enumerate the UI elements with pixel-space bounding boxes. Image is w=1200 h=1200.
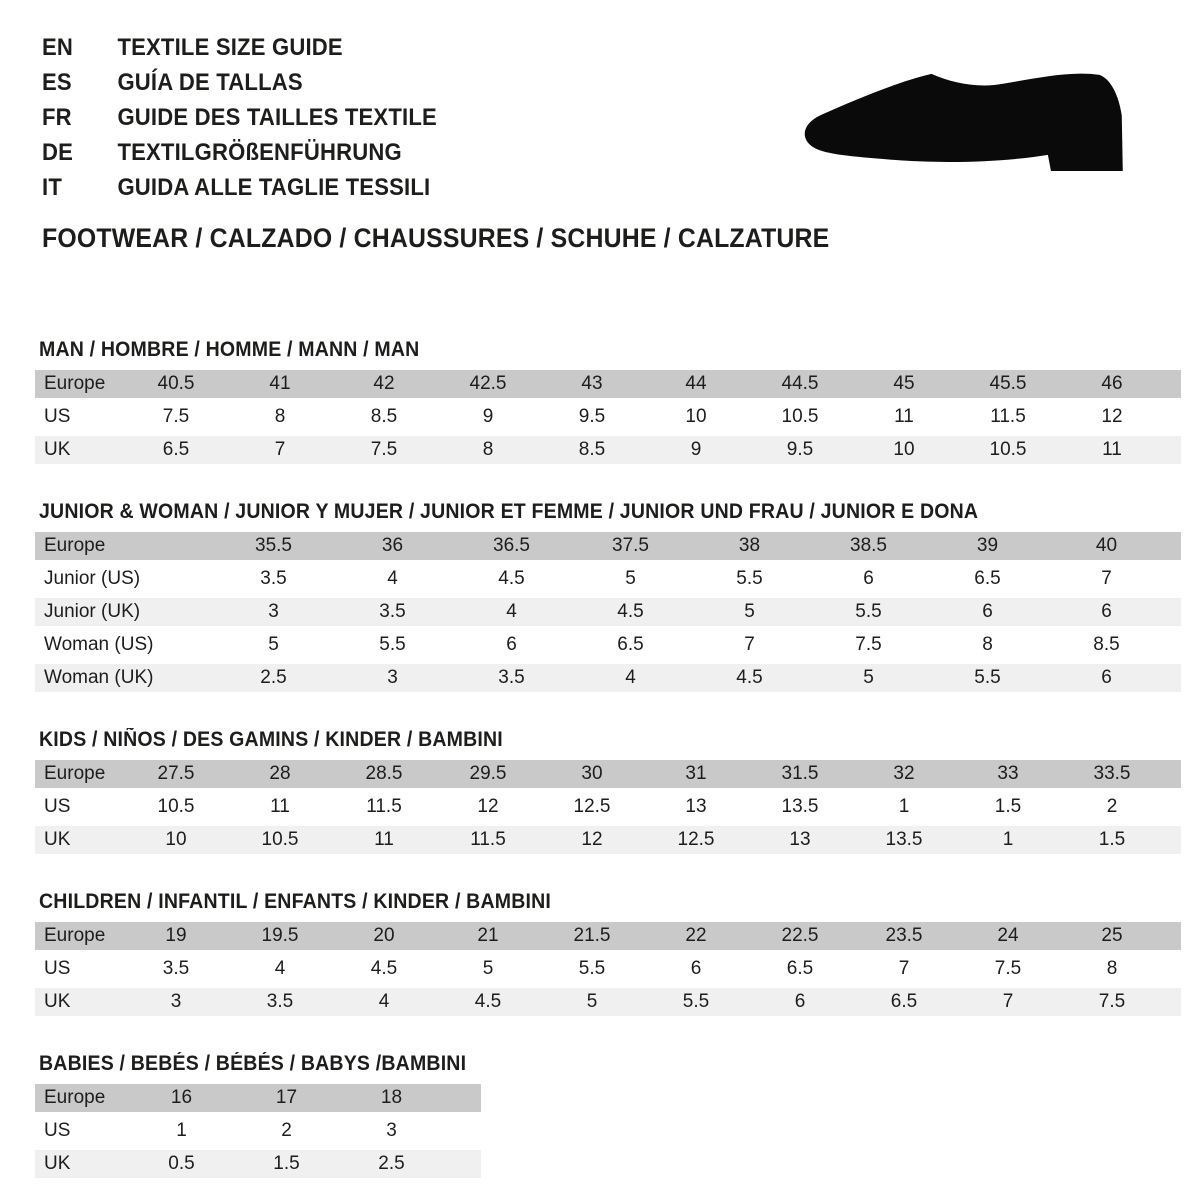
- size-cell: 2: [1060, 793, 1164, 821]
- size-cell: 4: [452, 598, 571, 626]
- size-cell: 1: [129, 1117, 234, 1145]
- guide-title-fr: GUIDE DES TAILLES TEXTILE: [117, 104, 437, 131]
- size-cell: 7: [852, 955, 956, 983]
- row-filler: [1164, 922, 1181, 950]
- size-cell: 6.5: [852, 988, 956, 1016]
- size-cell: 7: [228, 436, 332, 464]
- section-junior-woman: [35, 500, 1181, 697]
- row-label: Europe: [35, 760, 124, 788]
- size-cell: 9.5: [540, 403, 644, 431]
- size-cell: 6.5: [124, 436, 228, 464]
- size-cell: 5.5: [644, 988, 748, 1016]
- size-cell: 8: [1060, 955, 1164, 983]
- table-row: [35, 403, 1181, 431]
- row-filler: [444, 1150, 481, 1178]
- language-title-list: [42, 30, 437, 205]
- kids-size-table: [35, 755, 1181, 859]
- section-title-man: MAN / HOMBRE / HOMME / MANN / MAN: [39, 338, 420, 361]
- size-cell: 6: [452, 631, 571, 659]
- size-cell: 25: [1060, 922, 1164, 950]
- size-cell: 27.5: [124, 760, 228, 788]
- size-cell: 40.5: [124, 370, 228, 398]
- language-code: IT: [42, 174, 62, 201]
- size-cell: 7.5: [124, 403, 228, 431]
- size-cell: 4: [571, 664, 690, 692]
- row-filler: [1166, 565, 1181, 593]
- size-cell: 44.5: [748, 370, 852, 398]
- size-cell: 21: [436, 922, 540, 950]
- language-code: EN: [42, 34, 74, 61]
- guide-title-it: GUIDA ALLE TAGLIE TESSILI: [117, 174, 431, 201]
- size-cell: 7: [1047, 565, 1166, 593]
- size-cell: 5.5: [809, 598, 928, 626]
- size-cell: 11.5: [436, 826, 540, 854]
- junior-woman-size-table: [35, 527, 1181, 697]
- size-cell: 6.5: [928, 565, 1047, 593]
- row-label: UK: [35, 1150, 129, 1178]
- size-cell: 38.5: [809, 532, 928, 560]
- size-cell: 19.5: [228, 922, 332, 950]
- size-cell: 4.5: [690, 664, 809, 692]
- row-label: UK: [35, 436, 124, 464]
- size-cell: 5: [809, 664, 928, 692]
- language-row-de: [42, 135, 437, 170]
- size-cell: 5: [214, 631, 333, 659]
- size-cell: 23.5: [852, 922, 956, 950]
- size-cell: 10.5: [228, 826, 332, 854]
- babies-size-table: [35, 1079, 481, 1183]
- size-cell: 30: [540, 760, 644, 788]
- size-cell: 10.5: [748, 403, 852, 431]
- table-row: [35, 1084, 481, 1112]
- size-cell: 10: [124, 826, 228, 854]
- size-cell: 35.5: [214, 532, 333, 560]
- size-cell: 5: [540, 988, 644, 1016]
- size-cell: 10: [852, 436, 956, 464]
- size-cell: 3: [124, 988, 228, 1016]
- size-cell: 7.5: [956, 955, 1060, 983]
- row-label: US: [35, 403, 124, 431]
- row-label: US: [35, 793, 124, 821]
- size-cell: 13.5: [852, 826, 956, 854]
- language-row-en: [42, 30, 437, 65]
- size-cell: 1: [956, 826, 1060, 854]
- size-cell: 4: [333, 565, 452, 593]
- row-filler: [444, 1084, 481, 1112]
- size-cell: 3: [214, 598, 333, 626]
- size-cell: 3.5: [228, 988, 332, 1016]
- table-row: [35, 1150, 481, 1178]
- size-cell: 38: [690, 532, 809, 560]
- section-kids: [35, 728, 1181, 859]
- table-row: [35, 598, 1181, 626]
- language-row-fr: [42, 100, 437, 135]
- size-cell: 11: [1060, 436, 1164, 464]
- size-cell: 4.5: [571, 598, 690, 626]
- table-row: [35, 370, 1181, 398]
- size-cell: 19: [124, 922, 228, 950]
- size-cell: 11: [852, 403, 956, 431]
- size-cell: 44: [644, 370, 748, 398]
- row-label: US: [35, 1117, 129, 1145]
- size-cell: 37.5: [571, 532, 690, 560]
- row-filler: [444, 1117, 481, 1145]
- size-cell: 9.5: [748, 436, 852, 464]
- size-cell: 8.5: [1047, 631, 1166, 659]
- size-cell: 6.5: [571, 631, 690, 659]
- row-filler: [1166, 532, 1181, 560]
- table-row: [35, 760, 1181, 788]
- table-row: [35, 955, 1181, 983]
- size-cell: 6: [644, 955, 748, 983]
- size-cell: 7: [956, 988, 1060, 1016]
- size-cell: 3.5: [124, 955, 228, 983]
- size-cell: 41: [228, 370, 332, 398]
- size-cell: 12.5: [644, 826, 748, 854]
- row-label: Europe: [35, 532, 214, 560]
- size-cell: 2.5: [339, 1150, 444, 1178]
- size-cell: 5.5: [540, 955, 644, 983]
- section-children: [35, 890, 1181, 1021]
- size-cell: 42: [332, 370, 436, 398]
- size-cell: 3.5: [333, 598, 452, 626]
- row-filler: [1166, 598, 1181, 626]
- section-title-junior-woman: JUNIOR & WOMAN / JUNIOR Y MUJER / JUNIOR ET FEMME / JUNIOR UND FRAU / JUNIOR E DONA: [39, 500, 979, 523]
- size-cell: 40: [1047, 532, 1166, 560]
- size-cell: 46: [1060, 370, 1164, 398]
- size-cell: 6: [748, 988, 852, 1016]
- size-cell: 21.5: [540, 922, 644, 950]
- size-cell: 2.5: [214, 664, 333, 692]
- size-cell: 16: [129, 1084, 234, 1112]
- size-cell: 10.5: [956, 436, 1060, 464]
- section-man: [35, 338, 1181, 469]
- size-cell: 5: [436, 955, 540, 983]
- size-cell: 17: [234, 1084, 339, 1112]
- size-cell: 22.5: [748, 922, 852, 950]
- size-cell: 45.5: [956, 370, 1060, 398]
- row-label: Woman (US): [35, 631, 214, 659]
- size-cell: 2: [234, 1117, 339, 1145]
- size-cell: 5.5: [690, 565, 809, 593]
- guide-title-es: GUÍA DE TALLAS: [117, 69, 303, 96]
- row-label: Europe: [35, 1084, 129, 1112]
- size-cell: 1.5: [234, 1150, 339, 1178]
- size-cell: 36: [333, 532, 452, 560]
- size-cell: 24: [956, 922, 1060, 950]
- size-cell: 12: [1060, 403, 1164, 431]
- table-row: [35, 988, 1181, 1016]
- size-cell: 3: [339, 1117, 444, 1145]
- row-filler: [1164, 793, 1181, 821]
- table-row: [35, 793, 1181, 821]
- children-size-table: [35, 917, 1181, 1021]
- row-filler: [1164, 436, 1181, 464]
- size-cell: 28: [228, 760, 332, 788]
- size-cell: 32: [852, 760, 956, 788]
- row-filler: [1164, 760, 1181, 788]
- size-cell: 8.5: [540, 436, 644, 464]
- size-cell: 5: [690, 598, 809, 626]
- row-label: Woman (UK): [35, 664, 214, 692]
- size-cell: 8: [928, 631, 1047, 659]
- size-cell: 22: [644, 922, 748, 950]
- size-cell: 6: [1047, 598, 1166, 626]
- size-cell: 8.5: [332, 403, 436, 431]
- size-cell: 4.5: [436, 988, 540, 1016]
- row-filler: [1164, 370, 1181, 398]
- size-cell: 12.5: [540, 793, 644, 821]
- size-cell: 7.5: [332, 436, 436, 464]
- size-cell: 5.5: [928, 664, 1047, 692]
- row-filler: [1164, 988, 1181, 1016]
- size-cell: 13: [644, 793, 748, 821]
- size-cell: 5.5: [333, 631, 452, 659]
- size-cell: 1.5: [956, 793, 1060, 821]
- section-title-kids: KIDS / NIÑOS / DES GAMINS / KINDER / BAMBINI: [39, 728, 503, 751]
- section-title-children: CHILDREN / INFANTIL / ENFANTS / KINDER / BAMBINI: [39, 890, 552, 913]
- size-cell: 11: [228, 793, 332, 821]
- size-cell: 29.5: [436, 760, 540, 788]
- size-cell: 13.5: [748, 793, 852, 821]
- size-cell: 43: [540, 370, 644, 398]
- size-cell: 12: [540, 826, 644, 854]
- section-babies: [35, 1052, 1181, 1183]
- size-cell: 31: [644, 760, 748, 788]
- guide-title-de: TEXTILGRÖßENFÜHRUNG: [117, 139, 402, 166]
- row-filler: [1164, 403, 1181, 431]
- language-code: ES: [42, 69, 72, 96]
- row-label: Junior (UK): [35, 598, 214, 626]
- language-code: DE: [42, 139, 74, 166]
- size-cell: 6: [928, 598, 1047, 626]
- size-cell: 39: [928, 532, 1047, 560]
- table-row: [35, 565, 1181, 593]
- size-cell: 4: [228, 955, 332, 983]
- size-cell: 11.5: [332, 793, 436, 821]
- guide-title-en: TEXTILE SIZE GUIDE: [117, 34, 343, 61]
- section-title-babies: BABIES / BEBÉS / BÉBÉS / BABYS /BAMBINI: [39, 1052, 467, 1075]
- size-cell: 36.5: [452, 532, 571, 560]
- size-cell: 42.5: [436, 370, 540, 398]
- size-cell: 4.5: [452, 565, 571, 593]
- size-cell: 18: [339, 1084, 444, 1112]
- size-cell: 1: [852, 793, 956, 821]
- size-cell: 33: [956, 760, 1060, 788]
- row-label: UK: [35, 988, 124, 1016]
- size-cell: 7.5: [809, 631, 928, 659]
- size-cell: 10: [644, 403, 748, 431]
- size-cell: 7.5: [1060, 988, 1164, 1016]
- size-cell: 13: [748, 826, 852, 854]
- row-label: Europe: [35, 370, 124, 398]
- row-label: US: [35, 955, 124, 983]
- size-cell: 11.5: [956, 403, 1060, 431]
- row-label: UK: [35, 826, 124, 854]
- size-cell: 20: [332, 922, 436, 950]
- category-heading: FOOTWEAR / CALZADO / CHAUSSURES / SCHUHE / CALZATURE: [42, 223, 830, 253]
- row-filler: [1164, 826, 1181, 854]
- row-filler: [1166, 631, 1181, 659]
- size-cell: 4: [332, 988, 436, 1016]
- size-cell: 31.5: [748, 760, 852, 788]
- table-row: [35, 436, 1181, 464]
- size-cell: 12: [436, 793, 540, 821]
- table-row: [35, 664, 1181, 692]
- size-tables: [35, 338, 1181, 1178]
- size-cell: 10.5: [124, 793, 228, 821]
- size-cell: 28.5: [332, 760, 436, 788]
- size-cell: 6: [1047, 664, 1166, 692]
- size-cell: 8: [228, 403, 332, 431]
- row-label: Europe: [35, 922, 124, 950]
- row-label: Junior (US): [35, 565, 214, 593]
- language-row-it: [42, 170, 437, 205]
- dress-shoe-icon: [798, 64, 1142, 186]
- size-cell: 9: [644, 436, 748, 464]
- man-size-table: [35, 365, 1181, 469]
- size-cell: 9: [436, 403, 540, 431]
- size-cell: 6.5: [748, 955, 852, 983]
- row-filler: [1164, 955, 1181, 983]
- size-cell: 1.5: [1060, 826, 1164, 854]
- row-filler: [1166, 664, 1181, 692]
- size-cell: 6: [809, 565, 928, 593]
- table-row: [35, 532, 1181, 560]
- size-cell: 33.5: [1060, 760, 1164, 788]
- size-cell: 4.5: [332, 955, 436, 983]
- size-cell: 11: [332, 826, 436, 854]
- size-cell: 3: [333, 664, 452, 692]
- size-cell: 3.5: [214, 565, 333, 593]
- table-row: [35, 922, 1181, 950]
- language-code: FR: [42, 104, 72, 131]
- size-cell: 45: [852, 370, 956, 398]
- size-cell: 5: [571, 565, 690, 593]
- size-cell: 7: [690, 631, 809, 659]
- table-row: [35, 826, 1181, 854]
- language-row-es: [42, 65, 437, 100]
- table-row: [35, 1117, 481, 1145]
- size-cell: 8: [436, 436, 540, 464]
- table-row: [35, 631, 1181, 659]
- size-cell: 0.5: [129, 1150, 234, 1178]
- size-cell: 3.5: [452, 664, 571, 692]
